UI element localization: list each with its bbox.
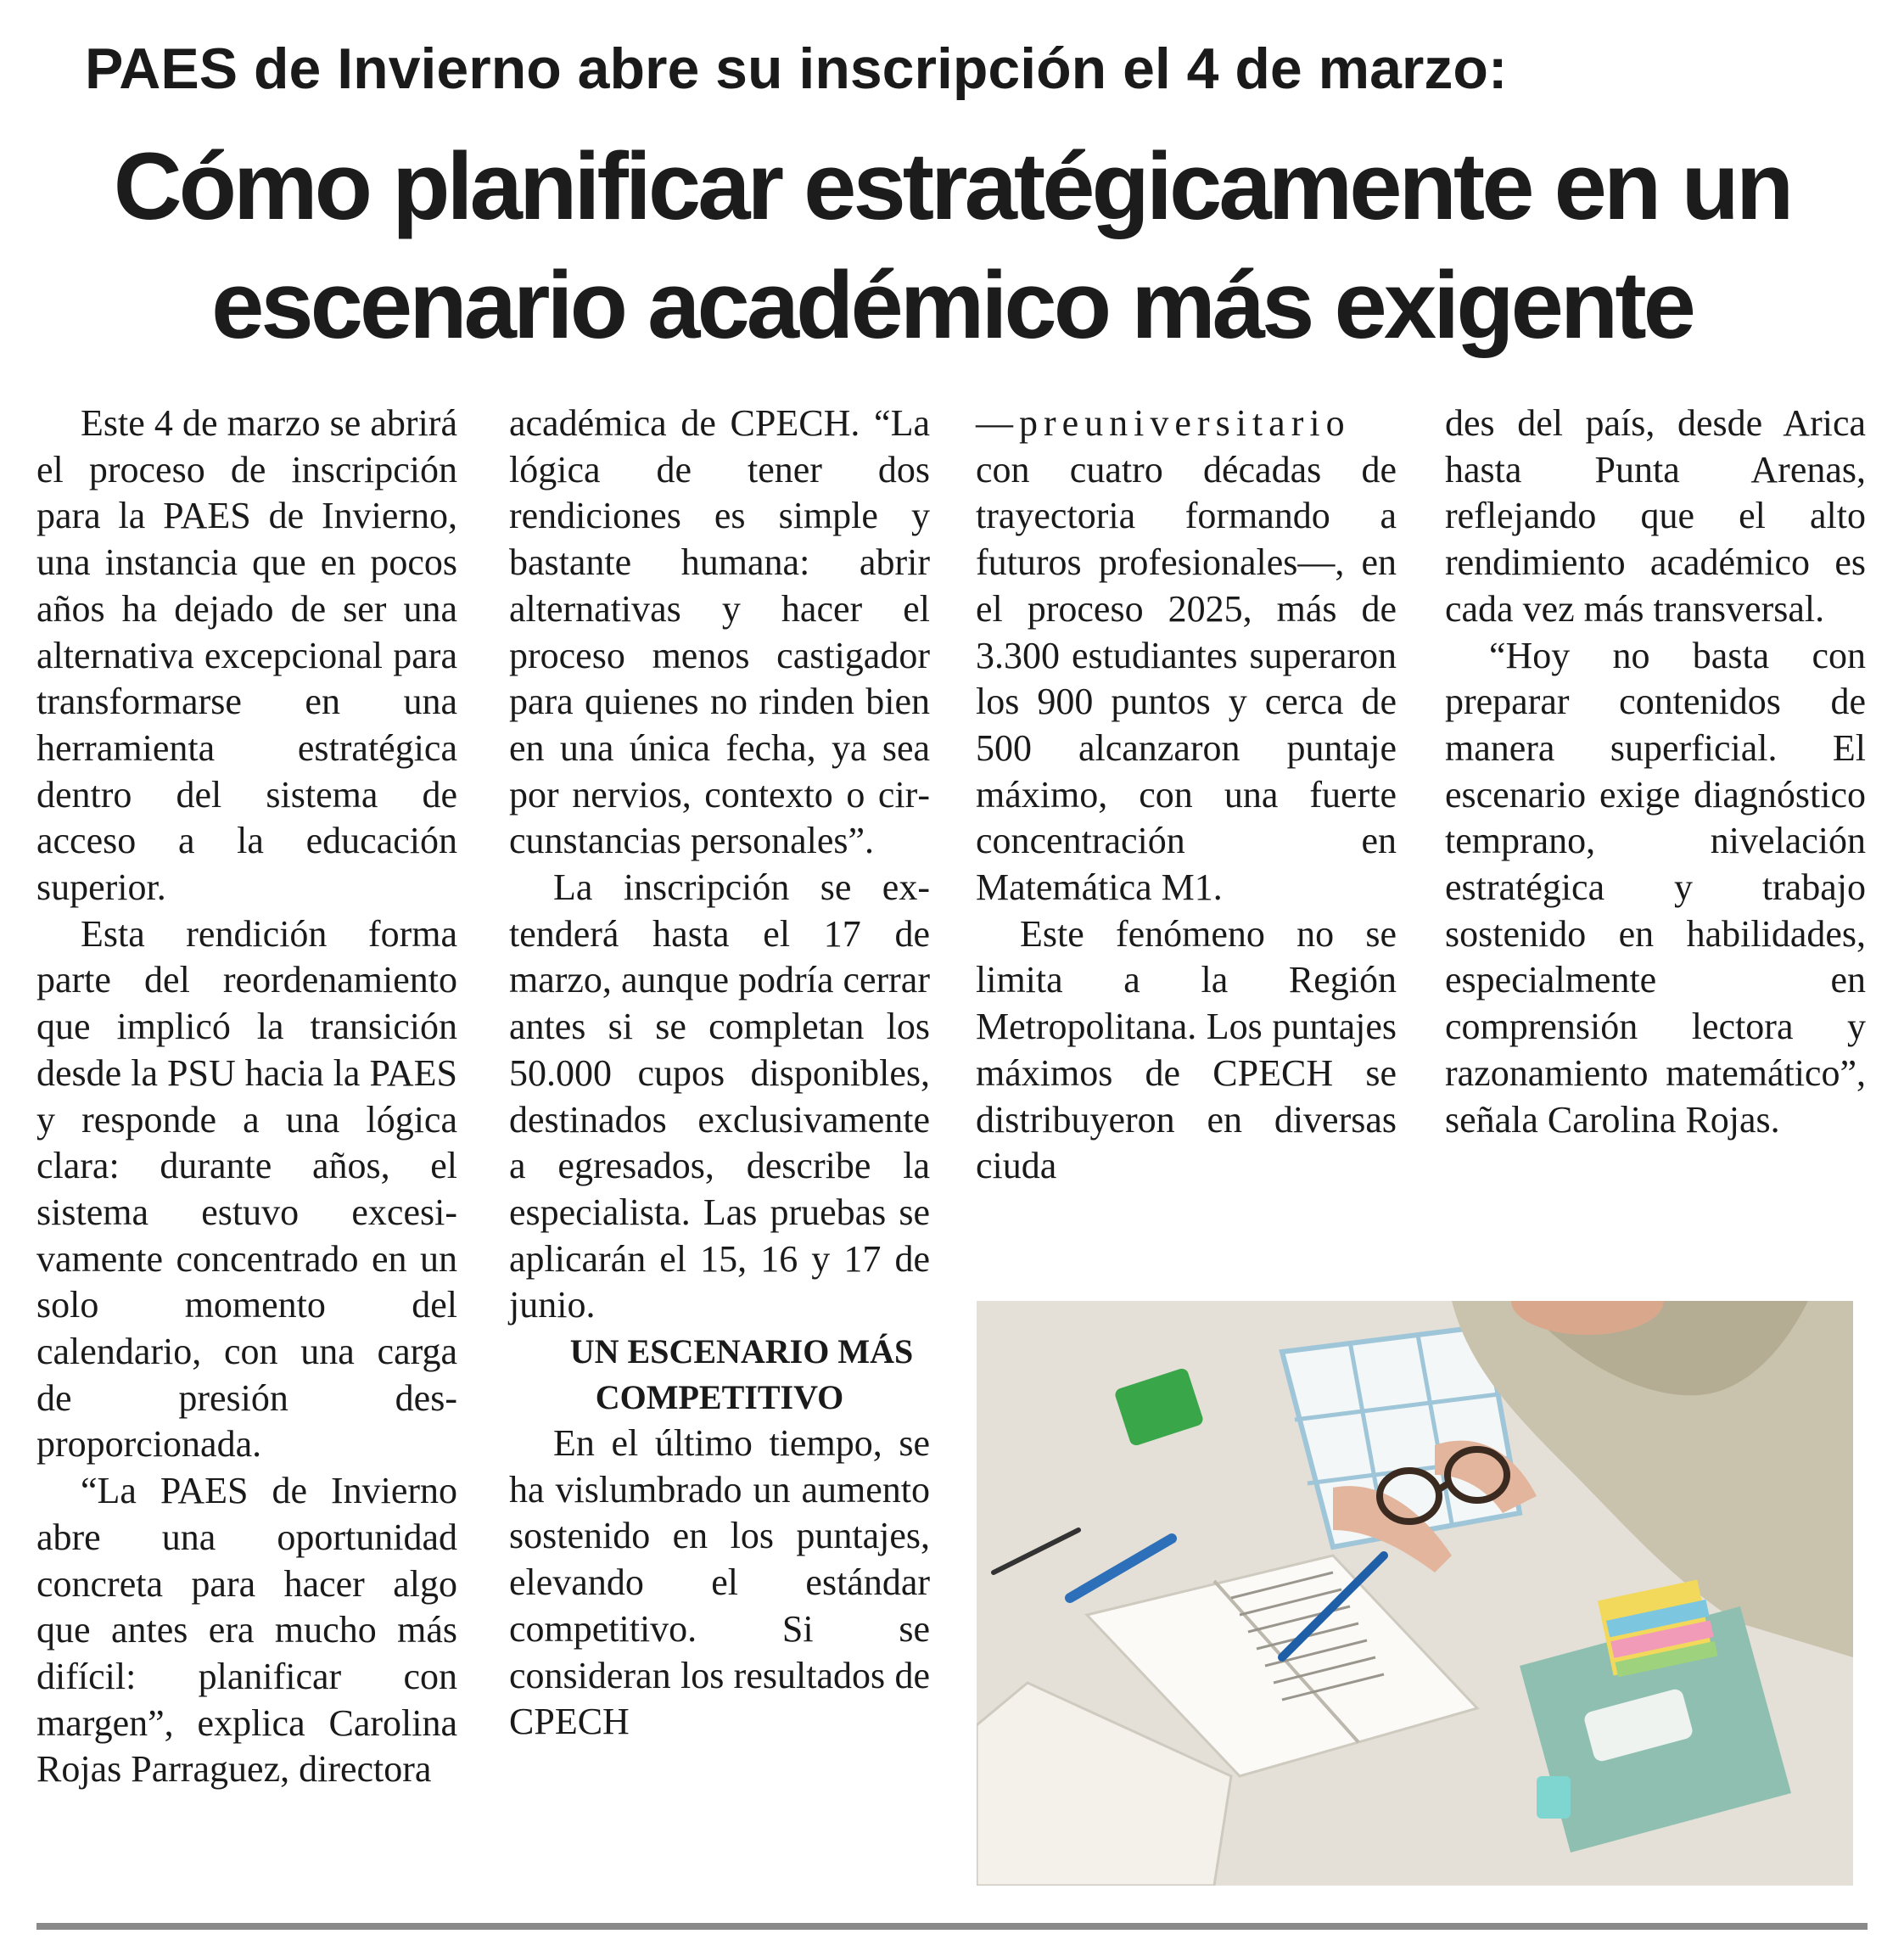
bottom-rule xyxy=(36,1923,1868,1930)
paragraph: “Hoy no basta con preparar contenidos de manera superficial. El escenario exige diagnóstico temprano, nivelación estratégica y trabajo sostenido en habilidades, especialmente en comprensión lectora y razonamiento matemático”, señala Carolina Rojas. xyxy=(1445,634,1866,1141)
paragraph: Este 4 de marzo se abrirá el proceso de inscripción para la PAES de Invierno, una instancia que en pocos años ha dejado de ser una alternativa excepcional para transformarse en una herramienta estratégica dentro del sistema de acceso a la educación superior. xyxy=(36,402,457,909)
student-studying-photo xyxy=(977,1301,1853,1886)
paragraph: En el último tiempo, se ha vislumbrado un aumento sostenido en los puntajes, elevando el estándar competitivo. Si se consideran los resultados de CPECH xyxy=(509,1422,930,1743)
article-headline: Cómo planificar estratégicamente en un escenario académico más exigente xyxy=(113,133,1791,358)
article-column-4 xyxy=(1445,401,1866,1143)
article-kicker: PAES de Invierno abre su inscripción el 4 de marzo: xyxy=(85,36,1508,101)
paragraph: con cuatro décadas de trayectoria formando a futuros profesionales—, en el proceso 2025, más de 3.300 estudiantes superaron los 900 puntos y cerca de 500 alcanzaron puntaje máximo, con una fuerte concentración en Matemática M1. xyxy=(976,448,1397,909)
paragraph: “La PAES de Invierno abre una oportunidad concreta para hacer algo que antes era mucho más difícil: planificar con margen”, explica Carolina Rojas Parraguez, directora xyxy=(36,1470,457,1791)
photo-illustration xyxy=(977,1301,1853,1886)
paragraph: La inscripción se extenderá hasta el 17 de marzo, aunque podría cerrar antes si se completan los 50.000 cupos disponibles, destinados exclusivamente a egresados, describe la especialista. Las pruebas se aplicarán el 15, 16 y 17 de junio. xyxy=(509,866,930,1326)
paragraph: des del país, desde Arica hasta Punta Arenas, reflejando que el alto rendimiento académico es cada vez más transversal. xyxy=(1445,402,1866,630)
paragraph: Esta rendición forma parte del reordenamiento que implicó la transición desde la PSU hacia la PAES y responde a una lógica clara: durante años, el sistema estuvo excesivamente concentrado en un solo momento del calendario, con una carga de presión desproporcionada. xyxy=(36,912,457,1466)
section-subhead: UN ESCENARIO MÁS COMPETITIVO xyxy=(569,1332,914,1417)
article-column-2 xyxy=(509,401,930,1746)
paragraph: Este fenómeno no se limita a la Región Metropolitana. Los puntajes máximos de CPECH se distribuyeron en diversas ciuda xyxy=(976,912,1397,1187)
paragraph: académica de CPECH. “La lógica de tener dos rendiciones es simple y bastante humana: abrir alternativas y hacer el proceso menos castigador para quienes no rinden bien en una única fecha, ya sea por nervios, contexto o circunstancias personales”. xyxy=(509,402,930,862)
paragraph: —preuniversitario xyxy=(976,402,1351,444)
article-column-3 xyxy=(976,401,1397,1190)
article-column-1 xyxy=(36,401,457,1793)
